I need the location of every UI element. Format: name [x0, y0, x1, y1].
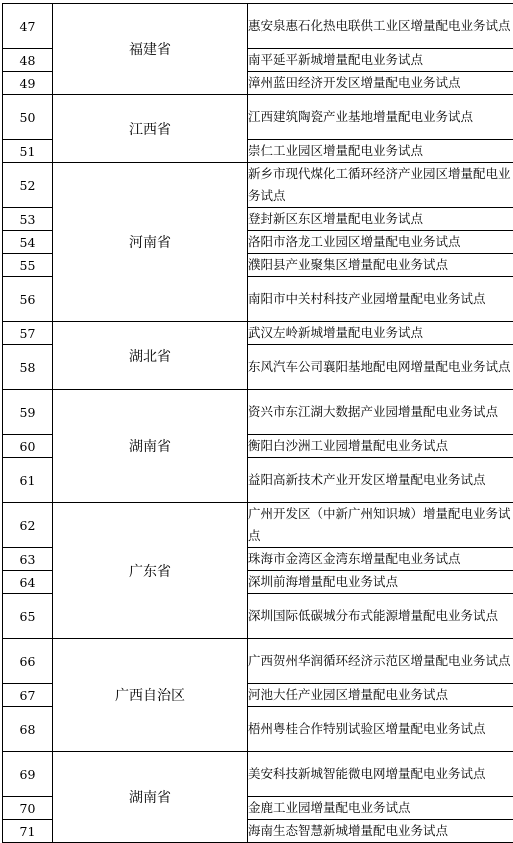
table-body	[3, 4, 513, 843]
project-name: 广西贺州华润循环经济示范区增量配电业务试点	[248, 639, 513, 684]
province-cell: 福建省	[53, 4, 248, 95]
row-number: 52	[3, 163, 53, 208]
row-number: 49	[3, 72, 53, 95]
row-number: 50	[3, 95, 53, 140]
row-number: 61	[3, 458, 53, 503]
province-cell: 河南省	[53, 163, 248, 322]
project-name: 东风汽车公司襄阳基地配电网增量配电业务试点	[248, 345, 513, 390]
row-number: 47	[3, 4, 53, 49]
table-row	[3, 322, 513, 345]
project-name: 梧州粤桂合作特别试验区增量配电业务试点	[248, 707, 513, 752]
province-cell: 湖南省	[53, 390, 248, 503]
project-name: 益阳高新技术产业开发区增量配电业务试点	[248, 458, 513, 503]
row-number: 68	[3, 707, 53, 752]
project-name: 衡阳白沙洲工业园增量配电业务试点	[248, 435, 513, 458]
project-name: 河池大任产业园区增量配电业务试点	[248, 684, 513, 707]
row-number: 67	[3, 684, 53, 707]
row-number: 56	[3, 277, 53, 322]
row-number: 59	[3, 390, 53, 435]
row-number: 53	[3, 208, 53, 231]
row-number: 64	[3, 571, 53, 594]
table-row	[3, 163, 513, 208]
project-name: 濮阳县产业聚集区增量配电业务试点	[248, 254, 513, 277]
project-name: 深圳国际低碳城分布式能源增量配电业务试点	[248, 594, 513, 639]
row-number: 60	[3, 435, 53, 458]
row-number: 57	[3, 322, 53, 345]
table-row	[3, 639, 513, 684]
project-name: 深圳前海增量配电业务试点	[248, 571, 513, 594]
project-name: 漳州蓝田经济开发区增量配电业务试点	[248, 72, 513, 95]
project-name: 南平延平新城增量配电业务试点	[248, 49, 513, 72]
row-number: 66	[3, 639, 53, 684]
table-row	[3, 752, 513, 797]
row-number: 51	[3, 140, 53, 163]
row-number: 58	[3, 345, 53, 390]
project-name: 新乡市现代煤化工循环经济产业园区增量配电业务试点	[248, 163, 513, 208]
project-name: 美安科技新城智能微电网增量配电业务试点	[248, 752, 513, 797]
row-number: 48	[3, 49, 53, 72]
row-number: 63	[3, 548, 53, 571]
table-row	[3, 95, 513, 140]
project-name: 武汉左岭新城增量配电业务试点	[248, 322, 513, 345]
project-name: 洛阳市洛龙工业园区增量配电业务试点	[248, 231, 513, 254]
project-name: 珠海市金湾区金湾东增量配电业务试点	[248, 548, 513, 571]
row-number: 54	[3, 231, 53, 254]
project-name: 登封新区东区增量配电业务试点	[248, 208, 513, 231]
project-name: 南阳市中关村科技产业园增量配电业务试点	[248, 277, 513, 322]
pilot-project-table	[2, 3, 513, 843]
row-number: 69	[3, 752, 53, 797]
row-number: 70	[3, 797, 53, 820]
province-cell: 湖北省	[53, 322, 248, 390]
project-name: 海南生态智慧新城增量配电业务试点	[248, 820, 513, 843]
project-name: 资兴市东江湖大数据产业园增量配电业务试点	[248, 390, 513, 435]
row-number: 65	[3, 594, 53, 639]
project-name: 崇仁工业园区增量配电业务试点	[248, 140, 513, 163]
province-cell: 江西省	[53, 95, 248, 163]
project-name: 金鹿工业园增量配电业务试点	[248, 797, 513, 820]
project-name: 惠安泉惠石化热电联供工业区增量配电业务试点	[248, 4, 513, 49]
row-number: 55	[3, 254, 53, 277]
province-cell: 湖南省	[53, 752, 248, 843]
project-name: 江西建筑陶瓷产业基地增量配电业务试点	[248, 95, 513, 140]
table-row	[3, 390, 513, 435]
row-number: 62	[3, 503, 53, 548]
project-name: 广州开发区（中新广州知识城）增量配电业务试点	[248, 503, 513, 548]
table-row	[3, 4, 513, 49]
province-cell: 广西自治区	[53, 639, 248, 752]
row-number: 71	[3, 820, 53, 843]
table-row	[3, 503, 513, 548]
province-cell: 广东省	[53, 503, 248, 639]
